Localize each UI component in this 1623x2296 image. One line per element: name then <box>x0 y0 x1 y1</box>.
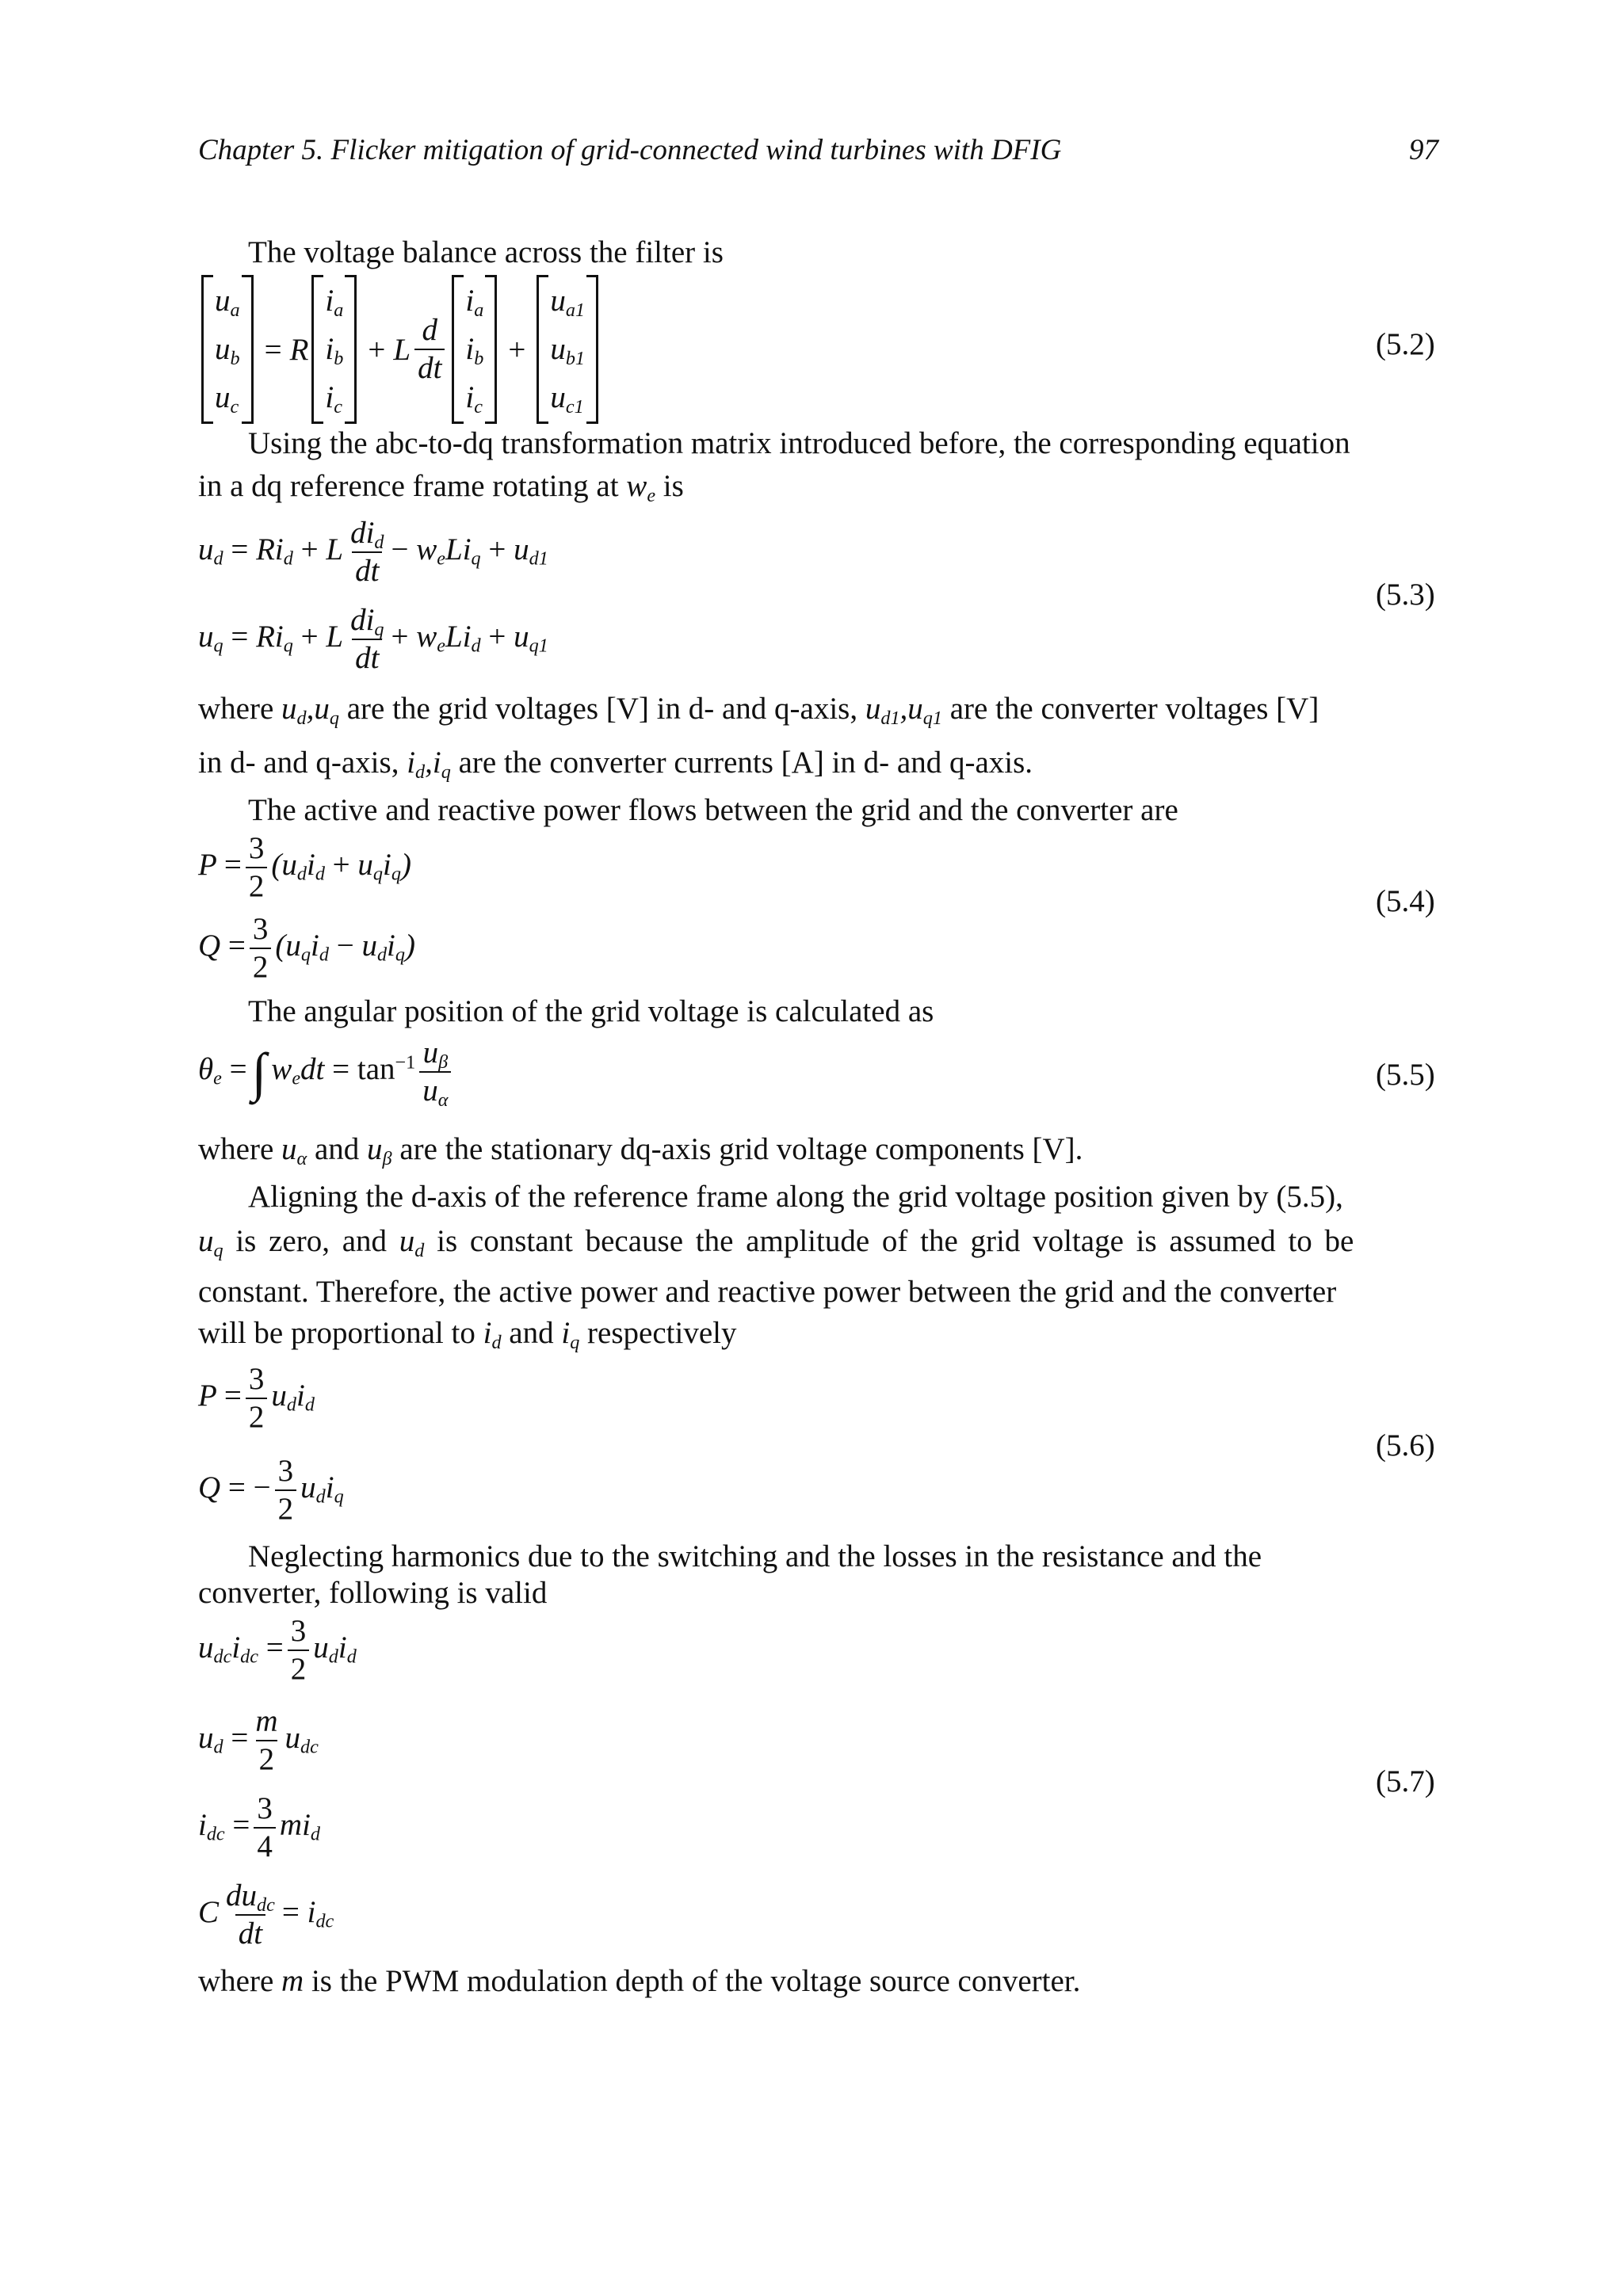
paragraph-power-flows: The active and reactive power flows between the grid and the converter are <box>248 793 1178 827</box>
paragraph-modulation-depth: where m is the PWM modulation depth of the voltage source converter. <box>198 1964 1081 1998</box>
paragraph-stationary-components: where $u_\alpha$ and $u_\beta$ are the stationary dq-axis grid voltage components [V]. <box>198 1132 1083 1169</box>
equation-5-5: $\theta_e$ =∫ $w_edt = \tan^{-1}$ $\frac{u_\beta}{u_\alpha}$ <box>198 1035 455 1109</box>
equation-5-2: $u_a$ $u_b$ $u_c$ = R $i_a$ $i_b$ $i_c$ + L d dt $i_a$ $i_b$ $i_c$ + $u_{a1}$ $u_{b1}$ $u_{c1}$ <box>198 273 601 425</box>
equation-number-5-4: (5.4) <box>1376 884 1435 918</box>
matrix-u: $u_a$ $u_b$ $u_c$ <box>201 275 254 424</box>
equation-number-5-7: (5.7) <box>1376 1764 1435 1798</box>
paragraph-aligning-line3: constant. Therefore, the active power and reactive power between the grid and the converter <box>198 1275 1337 1309</box>
equation-5-4-q: Q = $\frac{3}{2}$ $(u_qi_d - u_di_q)$ <box>198 912 415 984</box>
paragraph-transformation-line2: in a dq reference frame rotating at $w_e$ is <box>198 469 684 506</box>
equation-5-7-d: C $du_{dc}$ dt = $i_{dc}$ <box>198 1878 334 1951</box>
paragraph-voltage-balance: The voltage balance across the filter is <box>248 235 724 269</box>
equation-5-7-a: $u_{dc}i_{dc}$ = $\frac{3}{2}$ $u_di_d$ <box>198 1614 357 1686</box>
equation-5-4-p: P = $\frac{3}{2}$ $(u_di_d + u_qi_q)$ <box>198 831 411 903</box>
paragraph-aligning-line4: will be proportional to $i_d$ and $i_q$ respectively <box>198 1316 737 1353</box>
equation-5-3-q: $u_q = Ri_q + L$ $di_q$ dt + $w_eLi_d + u_{q1}$ <box>198 603 548 675</box>
paragraph-neglecting-line1: Neglecting harmonics due to the switching and the losses in the resistance and the <box>248 1539 1262 1573</box>
equation-number-5-6: (5.6) <box>1376 1428 1435 1463</box>
equation-number-5-5: (5.5) <box>1376 1058 1435 1092</box>
paragraph-aligning-line2: $u_q$ is zero, and $u_d$ is constant because the amplitude of the grid voltage is assumed to be <box>198 1224 1354 1261</box>
page-number: 97 <box>1409 134 1438 166</box>
matrix-i: $i_a$ $i_b$ $i_c$ <box>311 275 357 424</box>
paragraph-where-currents: in d- and q-axis, $i_d,i_q$ are the converter currents [A] in d- and q-axis. <box>198 746 1033 783</box>
running-header-chapter: Chapter 5. Flicker mitigation of grid-connected wind turbines with DFIG <box>198 134 1062 166</box>
equation-5-7-b: $u_d$ = $\frac{m}{2}$ $u_{dc}$ <box>198 1704 319 1776</box>
equation-5-6-p: P = $\frac{3}{2}$ $u_di_d$ <box>198 1362 315 1434</box>
paragraph-transformation: Using the abc-to-dq transformation matrix introduced before, the corresponding equation <box>248 426 1350 460</box>
equation-5-3-d: $u_d = Ri_d + L$ $di_d$ dt − $w_eLi_q + u_{d1}$ <box>198 516 548 588</box>
paragraph-neglecting-line2: converter, following is valid <box>198 1576 548 1610</box>
paragraph-angular-position: The angular position of the grid voltage is calculated as <box>248 994 934 1028</box>
matrix-i-derivative: $i_a$ $i_b$ $i_c$ <box>452 275 497 424</box>
matrix-u1: $u_{a1}$ $u_{b1}$ $u_{c1}$ <box>537 275 598 424</box>
equation-5-7-c: $i_{dc}$ = $\frac{3}{4}$ $mi_d$ <box>198 1791 321 1863</box>
equation-5-6-q: Q = − $\frac{3}{2}$ $u_di_q$ <box>198 1454 344 1526</box>
equation-number-5-2: (5.2) <box>1376 327 1435 361</box>
paragraph-where-voltages: where $u_d,u_q$ are the grid voltages [V] in d- and q-axis, $u_{d1},u_{q1}$ are the converter voltages [V] <box>198 692 1319 729</box>
equation-number-5-3: (5.3) <box>1376 578 1435 612</box>
paragraph-aligning-line1: Aligning the d-axis of the reference frame along the grid voltage position given by (5.5), <box>248 1180 1343 1214</box>
